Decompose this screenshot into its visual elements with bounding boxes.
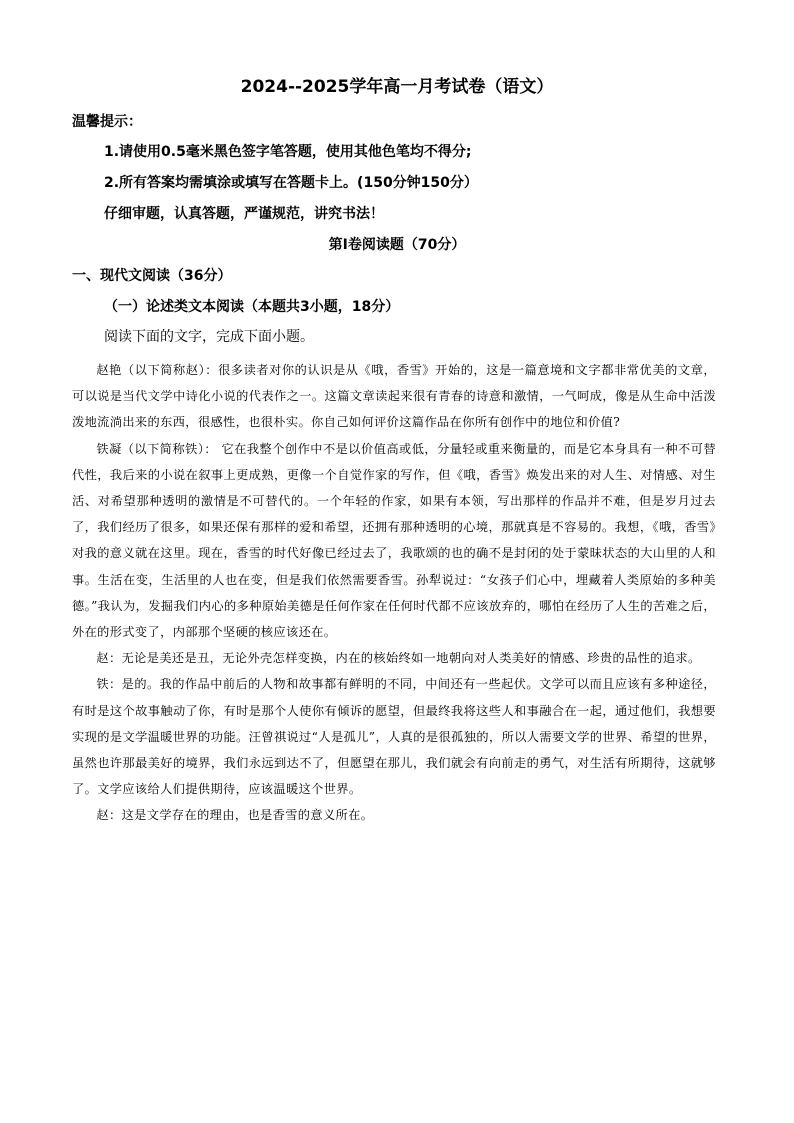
subsection-heading: （一）论述类文本阅读（本题共3小题，18分）: [104, 299, 400, 315]
volume-title: 第Ⅰ卷阅读题（70分）: [328, 237, 466, 253]
tip-2: 2.所有答案均需填涂或填写在答题卡上。(150分钟150分）: [104, 175, 478, 191]
section-heading: 一、现代文阅读（36分）: [72, 268, 232, 284]
interview-article: [72, 357, 716, 829]
article-paragraph: 铁凝（以下简称铁）： 它在我整个创作中不是以价值高或低，分量轻或重来衡量的，而是它本身具有一种不可替代性，我后来的小说在叙事上更成熟，更像一个自觉作家的写作，但《哦，香雪》焕发出来的对人生、对情感、对生活、对希望那种透明的激情是不可替代的。一个年轻的作家，如果有本领，写出那样的作品并不难，但是岁月过去了，我们经历了很多，如果还保有那样的爱和希望，还拥有那种透明的心境，那就真是不容易的。我想，《哦，香雪》对我的意义就在这里。现在，香雪的时代好像已经过去了，我歌颂的也的确不是封闭的处于蒙昧状态的大山里的人和事。生活在变，生活里的人也在变，但是我们依然需要香雪。孙犁说过：“女孩子们心中，埋藏着人类原始的多种美德。”我认为，发掘我们内心的多种原始美德是任何作家在任何时代都不应该放弃的，哪怕在经历了人生的苦难之后，外在的形式变了，内部那个坚硬的核应该还在。: [72, 441, 716, 640]
tip-3: 仔细审题，认真答题，严谨规范，讲究书法！: [104, 206, 384, 222]
article-paragraph: 铁：是的。我的作品中前后的人物和故事都有鲜明的不同，中间还有一些起伏。文学可以而且应该有多种途径，有时是这个故事触动了你，有时是那个人使你有倾诉的愿望，但最终我将这些人和事融合在一起，通过他们，我想要实现的是文学温暖世界的功能。汪曾祺说过“人是孤儿”，人真的是很孤独的，所以人需要文学的世界、希望的世界，虽然也许那最美好的境界，我们永远到达不了，但愿望在那儿，我们就会有向前走的勇气，对生活有所期待，这就够了。文学应该给人们提供期待，应该温暖这个世界。: [72, 677, 716, 797]
article-paragraph: 赵艳（以下简称赵）：很多读者对你的认识是从《哦，香雪》开始的，这是一篇意境和文字都非常优美的文章，可以说是当代文学中诗化小说的代表作之一。这篇文章读起来很有青春的诗意和激情，一气呵成，像是从生命中活泼泼地流淌出来的东西，很感性，也很朴实。你自己如何评价这篇作品在你所有创作中的地位和价值?: [72, 363, 716, 430]
reading-instruction: 阅读下面的文字，完成下面小题。: [104, 329, 314, 345]
tip-1: 1.请使用0.5毫米黑色签字笔答题，使用其他色笔均不得分;: [104, 144, 472, 160]
exam-title: 2024--2025学年高一月考试卷（语文）: [240, 77, 554, 97]
tips-label: 温馨提示：: [72, 114, 142, 130]
article-paragraph: 赵：无论是美还是丑，无论外壳怎样变换，内在的核始终如一地朝向对人类美好的情感、珍贵的品性的追求。: [96, 651, 701, 666]
article-paragraph: 赵：这是文学存在的理由，也是香雪的意义所在。: [96, 808, 374, 823]
